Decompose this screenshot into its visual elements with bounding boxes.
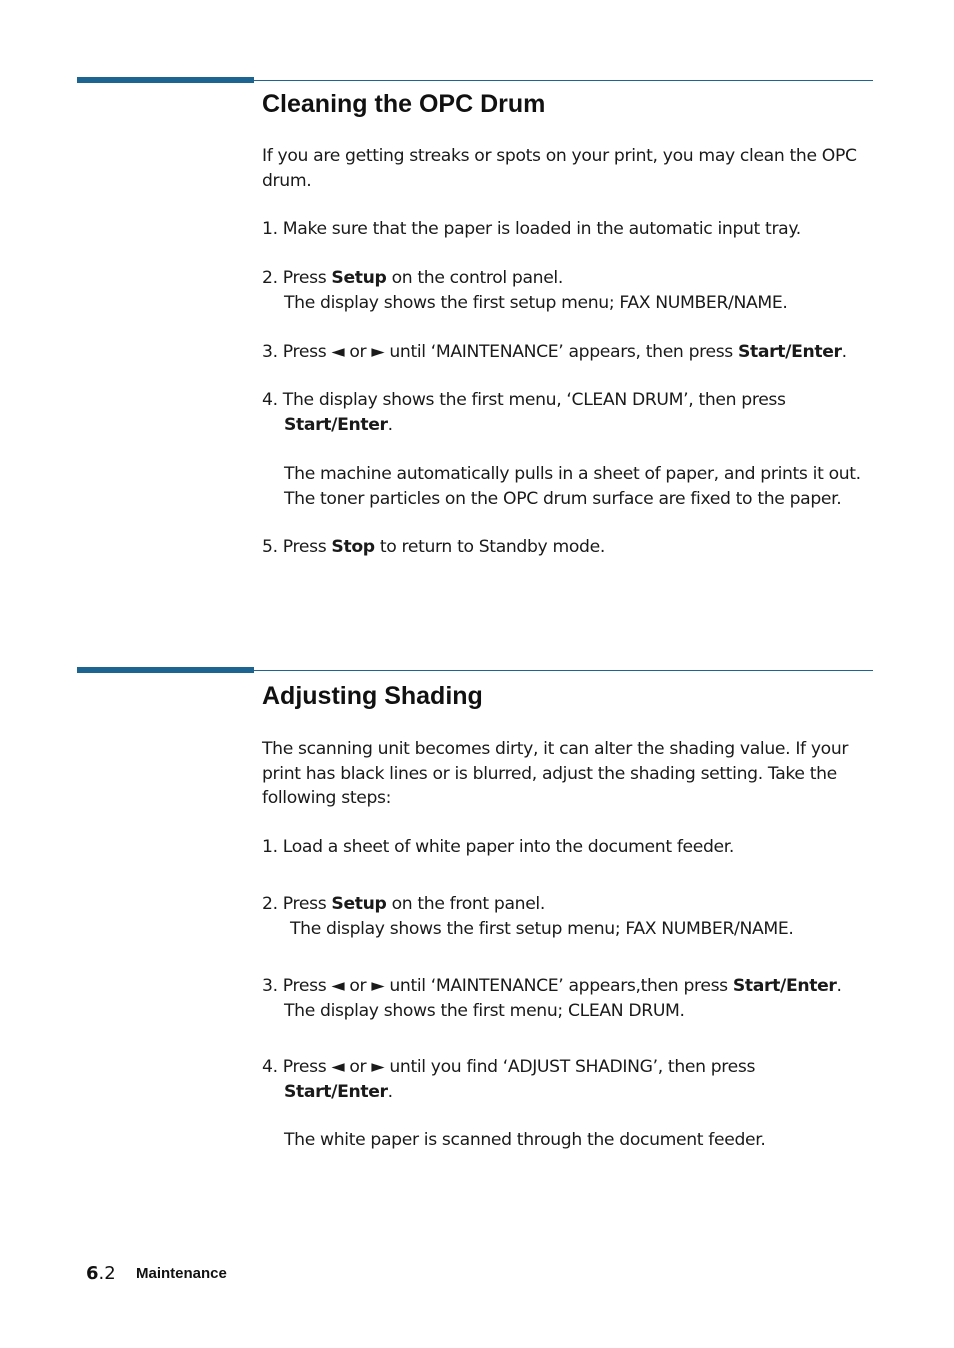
- setup-key: Setup: [331, 268, 387, 288]
- intro-paragraph: [262, 144, 874, 193]
- text-line: following steps:: [262, 788, 392, 808]
- start-enter-key: Start/Enter: [284, 414, 388, 435]
- intro-paragraph: [262, 737, 874, 811]
- start-enter-key: Start/Enter: [732, 976, 837, 996]
- step-note: The display shows the first setup menu; FAX NUMBER/NAME.: [290, 918, 794, 939]
- step-4: 4. Press ◄ or ► until you find ‘ADJUST SHADING’, then press Start/Enter.: [262, 1057, 756, 1102]
- step-2: 2. Press Setup on the control panel. The display shows the first setup menu; FAX NUMBER/NAME.: [262, 268, 788, 313]
- page-number: 6.2: [86, 1263, 116, 1284]
- setup-key: Setup: [331, 894, 387, 914]
- step-2: 2. Press Setup on the front panel. The display shows the first setup menu; FAX NUMBER/NAME.: [262, 894, 794, 939]
- step-1: 1. Make sure that the paper is loaded in the automatic input tray.: [262, 219, 801, 239]
- text-line: The toner particles on the OPC drum surface are fixed to the paper.: [284, 488, 842, 509]
- section-divider-thick: [77, 77, 254, 83]
- section-divider-thin: [254, 670, 873, 671]
- start-enter-key: Start/Enter: [284, 1081, 388, 1102]
- step-4-note: The white paper is scanned through the document feeder.: [284, 1130, 766, 1150]
- text-line: drum.: [262, 170, 312, 191]
- section-divider-thick: [77, 667, 254, 673]
- text-line: If you are getting streaks or spots on your print, you may clean the OPC: [262, 146, 857, 166]
- section-title: Cleaning the OPC Drum: [262, 90, 546, 118]
- section-title: Adjusting Shading: [262, 682, 483, 710]
- step-3: 3. Press ◄ or ► until ‘MAINTENANCE’ appears,then press Start/Enter. The display shows the first menu; CLEAN DRUM.: [262, 976, 842, 1021]
- text-line: print has black lines or is blurred, adjust the shading setting. Take the: [262, 763, 837, 784]
- step-4-note: [284, 462, 896, 511]
- step-note: The display shows the first menu; CLEAN DRUM.: [284, 1000, 685, 1021]
- step-note: The display shows the first setup menu; FAX NUMBER/NAME.: [284, 292, 788, 313]
- text-line: The machine automatically pulls in a sheet of paper, and prints it out.: [284, 464, 861, 484]
- section-divider-thin: [254, 80, 873, 81]
- step-4: 4. The display shows the first menu, ‘CLEAN DRUM’, then press Start/Enter.: [262, 390, 786, 435]
- text-line: The scanning unit becomes dirty, it can alter the shading value. If your: [262, 739, 849, 759]
- chapter-label: Maintenance: [136, 1265, 227, 1282]
- stop-key: Stop: [331, 537, 375, 557]
- step-1: 1. Load a sheet of white paper into the document feeder.: [262, 837, 735, 857]
- step-5: 5. Press Stop to return to Standby mode.: [262, 537, 605, 557]
- step-3: 3. Press ◄ or ► until ‘MAINTENANCE’ appears, then press Start/Enter.: [262, 342, 847, 362]
- start-enter-key: Start/Enter: [738, 342, 842, 362]
